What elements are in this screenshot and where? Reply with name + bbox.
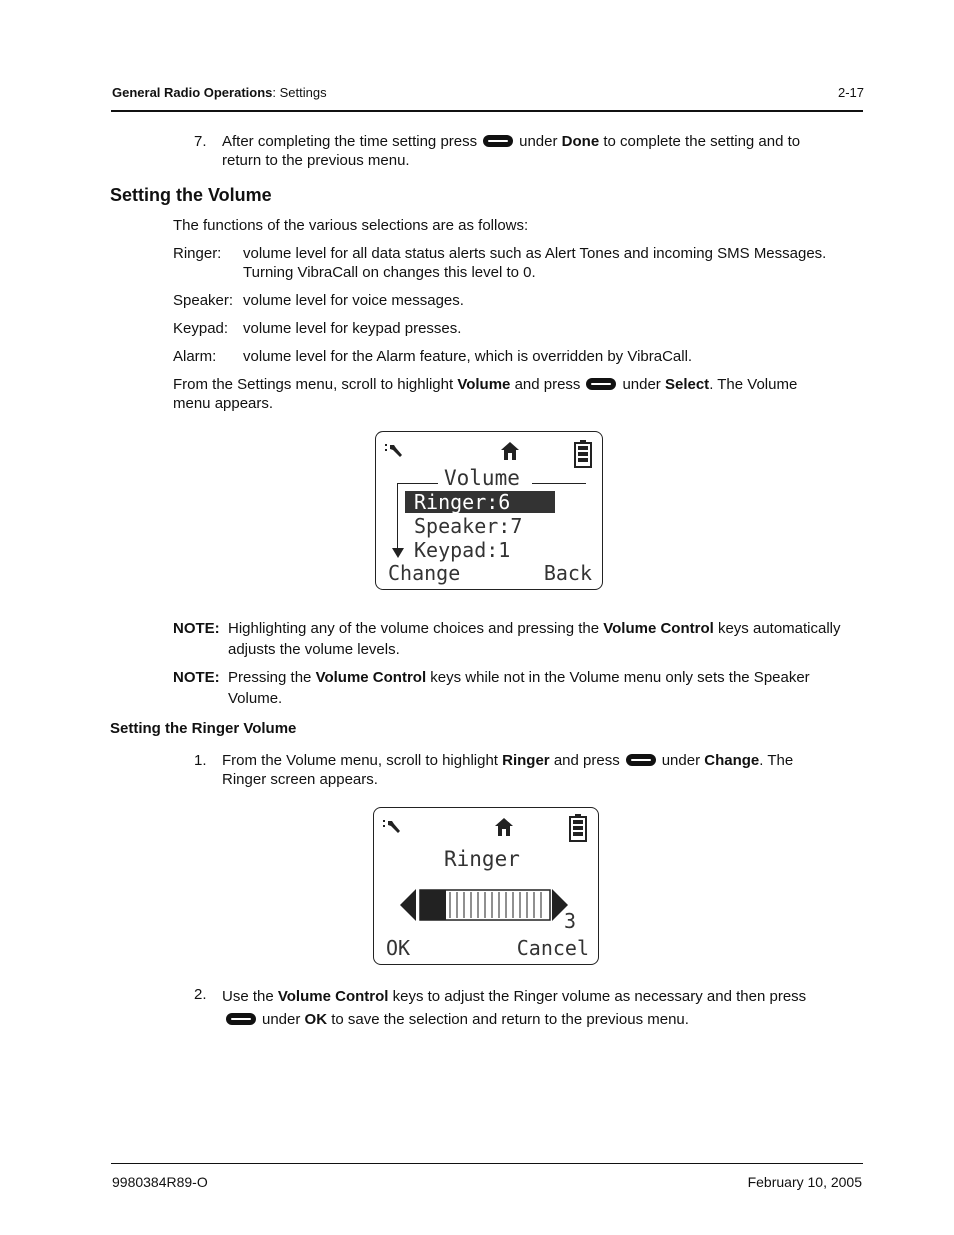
note-2-line2: Volume.: [228, 690, 283, 707]
note-1-bold: Volume Control: [603, 620, 714, 637]
softkey-left-label: Change: [388, 561, 461, 585]
settings-wrench-icon: [382, 818, 404, 836]
def-desc-2: Turning VibraCall on changes this level to 0.: [243, 264, 536, 281]
step-2-text: [222, 985, 862, 1031]
page-number: 2-17: [837, 85, 864, 100]
ringer-level-value: 3: [564, 909, 577, 933]
def-term: Keypad:: [173, 320, 229, 337]
step-1-line2: Ringer screen appears.: [222, 771, 378, 788]
from-settings-text: [173, 375, 863, 413]
subsection-title: Setting the Ringer Volume: [110, 720, 297, 737]
step-1-number: 1.: [194, 752, 207, 769]
settings-wrench-icon: [384, 442, 406, 460]
softkey-right-label: Back: [543, 561, 592, 585]
fs-mid: and press: [514, 376, 581, 393]
title-rule-left: [398, 483, 438, 484]
note-label: NOTE:: [173, 669, 220, 686]
header-section: General Radio Operations: [112, 85, 273, 100]
step-2-under: under: [262, 1011, 301, 1028]
step-7-number: 7.: [194, 133, 207, 150]
running-header: [112, 85, 327, 100]
step-2-after2: to save the selection and return to the previous menu.: [331, 1011, 689, 1028]
screen-title: Volume: [444, 466, 520, 490]
softkey-icon: [226, 1013, 256, 1025]
home-icon: [494, 817, 514, 837]
step-2-before: Use the: [222, 988, 274, 1005]
ringer-screen: [373, 807, 599, 965]
def-speaker: [173, 291, 464, 310]
volume-level-bar: [400, 888, 568, 922]
step-1-under: under: [661, 752, 701, 769]
def-desc: volume level for voice messages.: [243, 292, 464, 309]
softkey-icon: [586, 378, 616, 390]
step-1-after: . The: [759, 752, 794, 769]
title-rule-right: [532, 483, 586, 484]
fs-after: . The Volume: [709, 376, 798, 393]
menu-item-ringer-selected: Ringer:6: [405, 491, 555, 513]
header-rule: [111, 110, 863, 112]
step-1-bold2: Change: [704, 752, 760, 769]
step-1-before: From the Volume menu, scroll to highlight: [222, 752, 498, 769]
intro-text: The functions of the various selections are as follows:: [173, 217, 529, 234]
step-1-mid: and press: [553, 752, 620, 769]
section-title: Setting the Volume: [110, 185, 272, 205]
note-1-line2: adjusts the volume levels.: [228, 641, 400, 658]
softkey-left-label: OK: [386, 936, 411, 960]
step-7-mid: under: [519, 133, 558, 150]
step-7-line2: return to the previous menu.: [222, 152, 410, 169]
footer-date: February 10, 2005: [747, 1174, 862, 1190]
fs-before: From the Settings menu, scroll to highlight: [173, 376, 454, 393]
step-7-text: [222, 132, 862, 170]
def-desc: volume level for the Alarm feature, which is overridden by VibraCall.: [243, 348, 693, 365]
screen-title: Ringer: [444, 847, 520, 871]
softkey-right-label: Cancel: [516, 936, 589, 960]
footer-rule: [111, 1163, 863, 1164]
note-2-after: keys while not in the Volume menu only sets the Speaker: [430, 669, 810, 686]
fs-bold1: Volume: [457, 376, 511, 393]
menu-item-keypad: Keypad:1: [414, 538, 511, 562]
def-keypad: [173, 319, 461, 338]
fs-line2: menu appears.: [173, 395, 274, 412]
def-desc: volume level for all data status alerts such as Alert Tones and incoming SMS Messages.: [243, 245, 827, 262]
def-ringer: [173, 244, 863, 282]
step-2-number: 2.: [194, 986, 207, 1003]
note-1-before: Highlighting any of the volume choices and pressing the: [228, 620, 600, 637]
step-7-bold: Done: [561, 133, 600, 150]
volume-menu-screen: [375, 431, 603, 590]
volume-down-arrow-icon: [400, 889, 416, 921]
fs-bold2: Select: [664, 376, 710, 393]
note-2-bold: Volume Control: [315, 669, 427, 686]
def-term: Speaker:: [173, 292, 234, 309]
scroll-line: [397, 483, 398, 549]
softkey-icon: [626, 754, 656, 766]
step-1-bold1: Ringer: [502, 752, 550, 769]
footer-doc-id: 9980384R89-O: [112, 1174, 208, 1190]
step-2-bold: Volume Control: [277, 988, 389, 1005]
softkey-icon: [483, 135, 513, 147]
step-7-after: to complete the setting and to: [603, 133, 801, 150]
note-2-before: Pressing the: [228, 669, 312, 686]
note-1-after: keys automatically: [717, 620, 841, 637]
def-term: Alarm:: [173, 348, 217, 365]
step-7-before: After completing the time setting press: [222, 133, 478, 150]
step-2-after: keys to adjust the Ringer volume as necessary and then press: [392, 988, 807, 1005]
step-2-bold2: OK: [304, 1011, 328, 1028]
def-term: Ringer:: [173, 245, 222, 262]
home-icon: [500, 441, 520, 461]
fs-under: under: [622, 376, 661, 393]
def-desc: volume level for keypad presses.: [243, 320, 462, 337]
note-1: [173, 618, 863, 660]
step-1-text: [222, 751, 862, 789]
note-2: [173, 667, 863, 709]
note-label: NOTE:: [173, 620, 220, 637]
battery-icon: [569, 814, 587, 842]
scroll-down-arrow-icon: [392, 548, 404, 558]
header-subsection: : Settings: [272, 85, 327, 100]
level-fill: [420, 890, 446, 920]
battery-icon: [574, 440, 592, 468]
def-alarm: [173, 347, 692, 366]
menu-item-speaker: Speaker:7: [414, 514, 523, 538]
